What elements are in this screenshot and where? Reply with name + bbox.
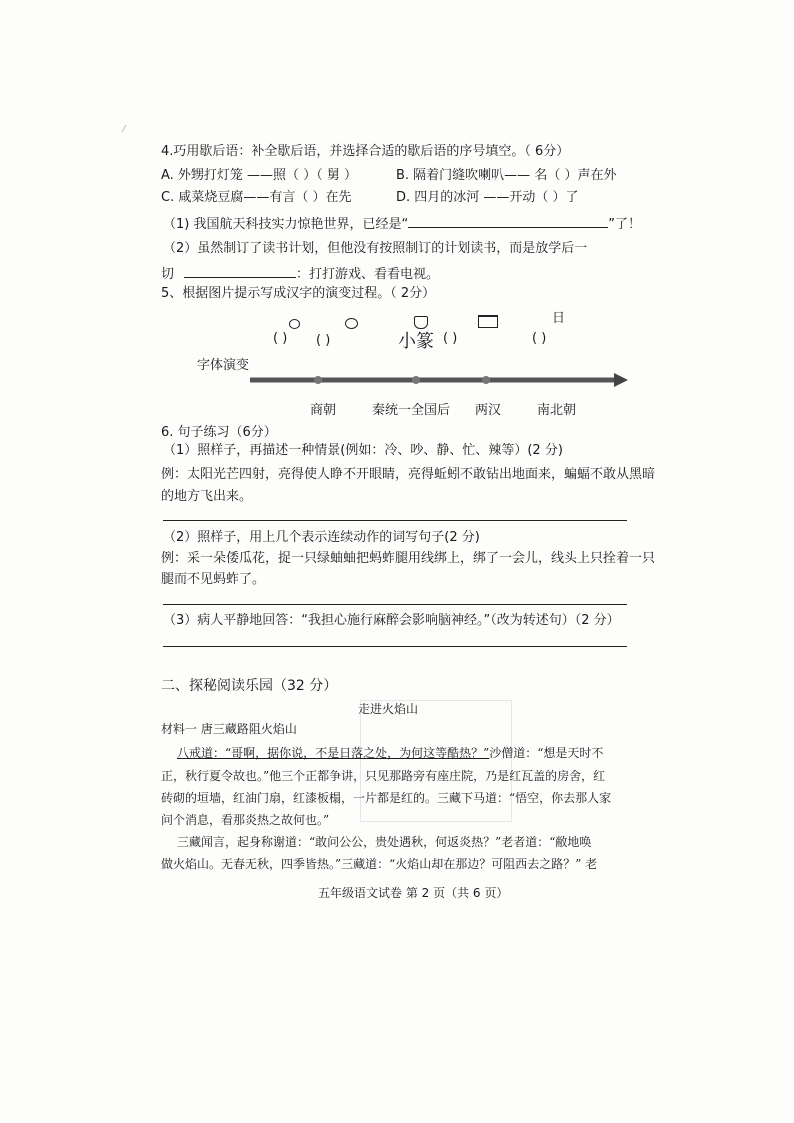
- q5-paren-2[interactable]: ( ): [316, 333, 331, 348]
- q4-sentence-2-line1: （2）虽然制订了读书计划，但他没有按照制订的计划读书，而是放学后一: [163, 241, 588, 256]
- q4-heading: 4.巧用歇后语：补全歇后语，并选择合适的歇后语的序号填空。（ 6分）: [161, 144, 570, 159]
- q6-s1-example-line1: 例：太阳光芒四射，亮得使人睁不开眼睛，亮得蚯蚓不敢钻出地面来，蝙蝠不敢从黑暗: [161, 467, 656, 482]
- seal-ri-glyph-icon: [414, 316, 428, 329]
- q4-option-c: C. 咸菜烧豆腐——有言（ ）在先: [161, 190, 352, 205]
- q5-paren-3[interactable]: ( ): [443, 331, 458, 346]
- q4-s1-answer-blank[interactable]: [408, 213, 608, 228]
- material-one-heading: 材料一 唐三藏路阻火焰山: [161, 722, 297, 736]
- regular-ri-glyph-icon: 日: [552, 311, 566, 326]
- passage-p1-line4: 问个消息，看那炎热之故何也。”: [161, 813, 330, 827]
- q5-heading: 5、根据图片提示写成汉字的演变过程。（ 2分）: [161, 286, 436, 301]
- passage-p1-line3: 砖砌的垣墙，红油门扇，红漆板榻，一片都是红的。三藏下马道：“悟空，你去那人家: [161, 791, 612, 805]
- section2-title: 二、探秘阅读乐园（32 分）: [161, 678, 338, 694]
- q4-option-a: A. 外甥打灯笼 ——照（ ）（ 舅 ）: [161, 168, 357, 183]
- q5-paren-1[interactable]: ( ): [273, 331, 288, 346]
- passage-title: 走进火焰山: [358, 702, 419, 716]
- q6-s3-instruction: （3）病人平静地回答：“我担心施行麻醉会影响脑神经。”（改为转述句）（2 分）: [163, 613, 620, 628]
- q5-xiaozhuan-label: 小篆: [398, 331, 434, 352]
- q5-era-shang: 商朝: [310, 403, 337, 418]
- bronze-ri-glyph-icon: [345, 318, 358, 329]
- q6-s1-example-line2: 的地方飞出来。: [161, 489, 253, 504]
- q4-s2-suffix: ：打打游戏、看看电视。: [296, 267, 440, 282]
- q6-s2-instruction: （2）照样子，用上几个表示连续动作的词写句子(2 分): [163, 530, 480, 545]
- scan-noise: [122, 125, 127, 132]
- passage-p1-line1: [177, 744, 603, 762]
- passage-p1-underlined: 八戒道：“哥啊，据你说，不是日落之处，为何这等酷热？”: [177, 746, 490, 760]
- clerical-ri-glyph-icon: [478, 315, 498, 328]
- q5-timeline-arrow: [248, 370, 630, 390]
- q4-sentence-2-line2: [161, 263, 439, 284]
- q4-s2-answer-blank[interactable]: [184, 263, 296, 278]
- q5-era-qin: 秦统一全国后: [372, 403, 451, 418]
- q6-s2-example-line2: 腿而不见蚂蚱了。: [161, 572, 266, 587]
- q5-paren-4[interactable]: ( ): [532, 331, 547, 346]
- q6-s2-example-line1: 例：采一朵倭瓜花，捉一只绿蚰蚰把蚂蚱腿用线绑上，绑了一会儿，线头上只拴着一只: [161, 551, 656, 566]
- passage-p1-line1-rest: 沙僧道：“想是天时不: [489, 746, 604, 760]
- q4-s1-suffix: ”了！: [608, 217, 641, 232]
- passage-p2-line2: 做火焰山。无春无秋，四季皆热。”三藏道：“火焰山却在那边？可阻西去之路？” 老: [161, 857, 598, 871]
- q6-s2-answer-line[interactable]: [163, 604, 627, 605]
- q4-option-d: D. 四月的冰河 ——开动（ ）了: [396, 190, 579, 205]
- q4-s1-prefix: （1) 我国航天科技实力惊艳世界，已经是“: [163, 217, 409, 232]
- q4-sentence-1: [163, 213, 641, 234]
- passage-p2-line1: 三藏闻言，起身称谢道：“敢问公公，贵处遇秋，何返炎热？”老者道：“敝地唤: [177, 835, 592, 849]
- oracle-ri-glyph-icon: [289, 319, 300, 329]
- q5-axis-label: 字体演变: [197, 358, 250, 373]
- passage-p1-line2: 正，秋行夏令故也。”他三个正都争讲，只见那路旁有座庄院，乃是红瓦盖的房舍，红: [161, 769, 606, 783]
- q6-s3-answer-line[interactable]: [163, 646, 627, 647]
- page-footer: 五年级语文试卷 第 2 页（共 6 页）: [318, 886, 509, 900]
- q6-heading: 6. 句子练习（6分）: [161, 425, 277, 440]
- q6-s1-answer-line[interactable]: [163, 520, 627, 521]
- q5-era-nanbei: 南北朝: [537, 403, 577, 418]
- q4-option-b: B. 隔着门缝吹喇叭—— 名（ ）声在外: [396, 168, 617, 183]
- q4-s2-prefix: 切: [161, 267, 175, 282]
- q6-s1-instruction: （1）照样子，再描述一种情景(例如：冷、吵、静、忙、辣等）(2 分): [163, 443, 563, 458]
- q5-era-han: 两汉: [475, 403, 502, 418]
